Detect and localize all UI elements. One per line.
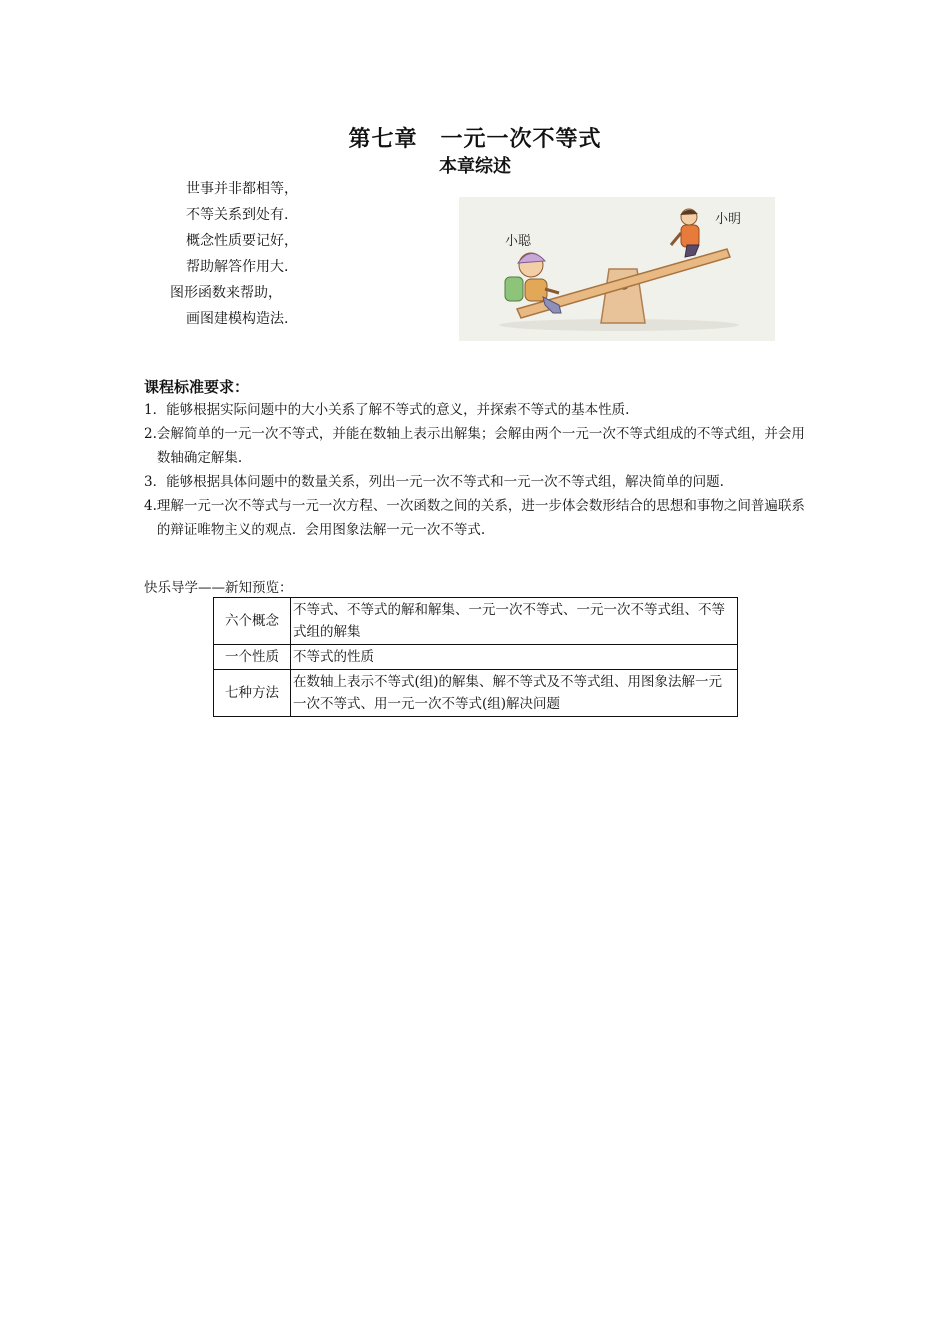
page-title: 第七章 一元一次不等式	[348, 127, 602, 152]
row-value: 在数轴上表示不等式(组)的解集、解不等式及不等式组、用图象法解一元一次不等式、用一元一次不等式(组)解决问题	[291, 670, 738, 717]
requirement-item	[144, 470, 812, 494]
row-value: 不等式的性质	[291, 645, 738, 670]
preview-label: 快乐导学——新知预览：	[144, 580, 293, 596]
page-subtitle: 本章综述	[439, 156, 511, 177]
label-left: 小聪	[505, 234, 532, 249]
requirement-number: 2.	[144, 426, 157, 442]
table-row	[214, 670, 738, 717]
poem-line: 画图建模构造法.	[186, 311, 289, 327]
poem-line: 不等关系到处有.	[186, 207, 289, 223]
label-right: 小明	[715, 212, 742, 227]
requirement-number: 3．	[144, 474, 167, 490]
poem-line: 帮助解答作用大.	[186, 259, 289, 275]
poem	[170, 176, 298, 332]
seesaw-illustration	[459, 197, 775, 341]
requirement-number: 1．	[144, 402, 167, 418]
table-row	[214, 645, 738, 670]
preview-table	[213, 597, 738, 717]
poem-line: 概念性质要记好，	[186, 233, 298, 249]
poem-line: 世事并非都相等，	[186, 181, 298, 197]
requirement-text: 能够根据实际问题中的大小关系了解不等式的意义，并探索不等式的基本性质.	[166, 402, 630, 418]
requirement-text: 会解简单的一元一次不等式，并能在数轴上表示出解集；会解由两个一元一次不等式组成的不等式组，并会用数轴确定解集.	[156, 426, 805, 466]
requirements-heading: 课程标准要求：	[144, 378, 250, 396]
requirement-item	[144, 398, 812, 422]
row-key: 六个概念	[214, 598, 291, 645]
table-row	[214, 598, 738, 645]
kid-right	[671, 209, 699, 257]
requirement-item	[144, 494, 812, 542]
row-key: 一个性质	[214, 645, 291, 670]
row-key: 七种方法	[214, 670, 291, 717]
requirement-item	[144, 422, 812, 470]
requirements-list	[144, 398, 812, 542]
row-value: 不等式、不等式的解和解集、一元一次不等式、一元一次不等式组、不等式组的解集	[291, 598, 738, 645]
requirement-text: 理解一元一次不等式与一元一次方程、一次函数之间的关系，进一步体会数形结合的思想和事物之间普遍联系的辩证唯物主义的观点．会用图象法解一元一次不等式.	[156, 498, 805, 538]
poem-line: 图形函数来帮助，	[170, 285, 282, 301]
requirement-number: 4.	[144, 498, 157, 514]
requirement-text: 能够根据具体问题中的数量关系，列出一元一次不等式和一元一次不等式组，解决简单的问题.	[166, 474, 724, 490]
